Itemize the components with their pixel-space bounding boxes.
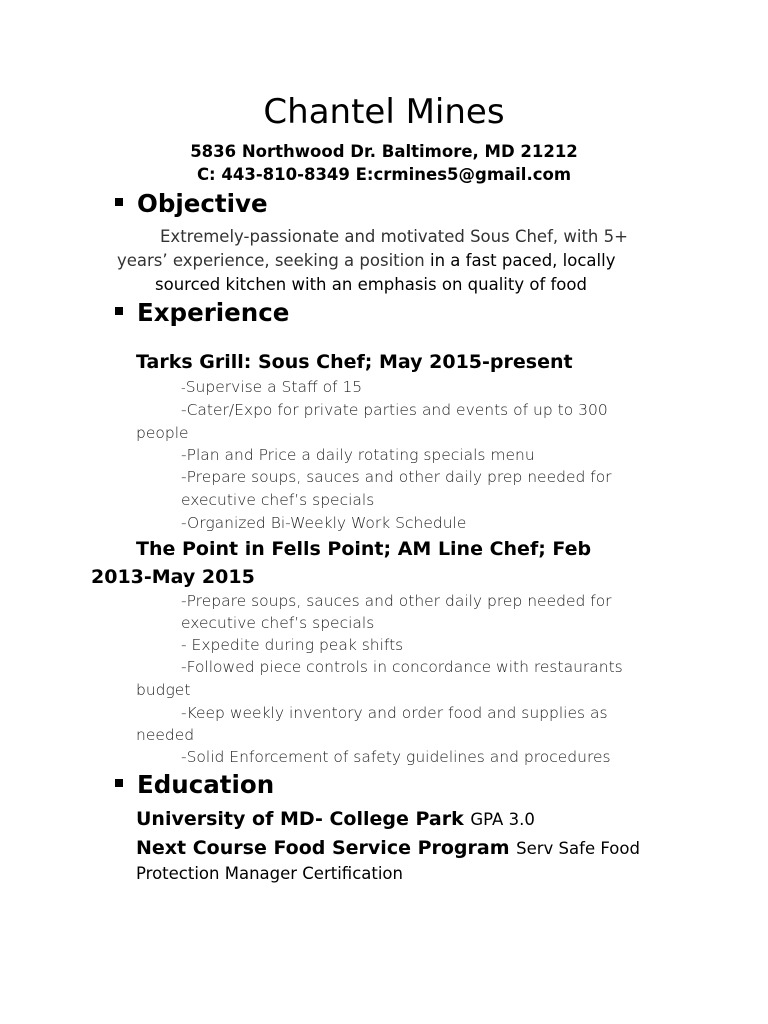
job2-duty-4-line-1: -Keep weekly inventory and order food and supplies as [181, 704, 608, 722]
experience-section-header [115, 298, 289, 327]
education-school-1: University of MD- College Park GPA 3.0 [136, 808, 535, 830]
job1-duty-2-line-1: -Cater/Expo for private parties and events of up to 300 [181, 401, 608, 419]
education-heading: Education [137, 770, 275, 799]
job2-duty-2: - Expedite during peak shifts [181, 636, 404, 654]
contact-phone-email: C: 443-810-8349 E:crmines5@gmail.com [196, 165, 572, 184]
job2-duty-5: -Solid Enforcement of safety guidelines and procedures [181, 748, 611, 766]
objective-line-2: years’ experience, seeking a position in a fast paced, locally [117, 251, 616, 270]
objective-section-header [115, 189, 268, 218]
resume-name: Chantel Mines [263, 92, 505, 132]
experience-heading: Experience [137, 298, 290, 327]
objective-line-3: sourced kitchen with an emphasis on quality of food [155, 275, 587, 294]
bullet-icon [115, 779, 123, 787]
education-school-2-note-line-2: Protection Manager Certification [136, 864, 403, 883]
objective-heading: Objective [137, 189, 268, 218]
contact-address: 5836 Northwood Dr. Baltimore, MD 21212 [190, 142, 578, 161]
bullet-icon [115, 307, 123, 315]
job1-duty-5: -Organized Bi-Weekly Work Schedule [181, 514, 467, 532]
education-school-2: Next Course Food Service Program Serv Safe Food [136, 837, 640, 859]
job1-duty-4-line-1: -Prepare soups, sauces and other daily prep needed for [181, 468, 612, 486]
bullet-icon [115, 198, 123, 206]
job2-duty-1-line-2: executive chef’s specials [181, 614, 375, 632]
job2-duty-3-line-2: budget [136, 681, 191, 699]
objective-line-1: Extremely-passionate and motivated Sous Chef, with 5+ [160, 227, 628, 246]
job-title-the-point-line-2: 2013-May 2015 [91, 566, 255, 588]
job2-duty-3-line-1: -Followed piece controls in concordance with restaurants [181, 658, 623, 676]
job1-duty-1: -Supervise a Staff of 15 [181, 378, 363, 396]
job1-duty-4-line-2: executive chef’s specials [181, 491, 375, 509]
job1-duty-3: -Plan and Price a daily rotating specials menu [181, 446, 535, 464]
job-title-tarks-grill: Tarks Grill: Sous Chef; May 2015-present [136, 351, 573, 373]
job2-duty-1-line-1: -Prepare soups, sauces and other daily prep needed for [181, 592, 612, 610]
job1-duty-2-line-2: people [136, 424, 189, 442]
job2-duty-4-line-2: needed [136, 726, 195, 744]
job-title-the-point-line-1: The Point in Fells Point; AM Line Chef; Feb [136, 538, 592, 560]
education-section-header [115, 770, 274, 799]
